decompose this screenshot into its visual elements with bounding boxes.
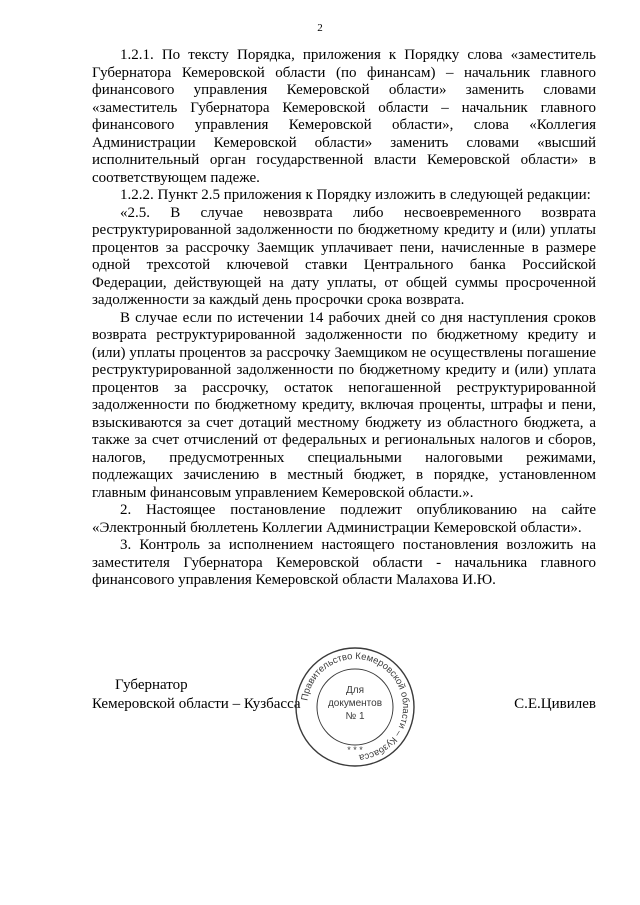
signatory-region: Кемеровской области – Кузбасса: [92, 696, 301, 712]
paragraph-3-control: 3. Контроль за исполнением настоящего постановления возложить на заместителя Губернатора Кемеровской области - начальника главного финансового управления Кемеровской области Малахова И.Ю.: [92, 537, 596, 588]
document-body: [92, 47, 596, 590]
paragraph-1-2-2: 1.2.2. Пункт 2.5 приложения к Порядку изложить в следующей редакции:: [120, 187, 591, 203]
signatory-name: С.Е.Цивилев: [514, 696, 596, 712]
seal-center-line-1: Для: [345, 685, 365, 696]
paragraph-2-publication: 2. Настоящее постановление подлежит опубликованию на сайте «Электронный бюллетень Коллегии Администрации Кемеровской области».: [92, 502, 596, 536]
seal-center-line-2: документов: [327, 698, 383, 709]
page-number: 2: [317, 22, 323, 34]
paragraph-1-2-1: 1.2.1. По тексту Порядка, приложения к Порядку слова «заместитель Губернатора Кемеровской области (по финансам) – начальник главного финансового управления Кемеровской области» заменить словами «заместитель Губернатора Кемеровской области – начальник главного финансового управления Кемеровской области», слова «Коллегия Администрации Кемеровской области» заменить словами «высший исполнительный орган государственной власти Кемеровской области» в соответствующем падеже.: [92, 47, 596, 186]
signatory-title: Губернатор: [115, 677, 188, 693]
paragraph-2-5-penalty: «2.5. В случае невозврата либо несвоевременного возврата реструктурированной задолженности по бюджетному кредиту и (или) уплаты процентов за рассрочку Заемщик уплачивает пени, начисленные в размере одной трехсотой ключевой ставки Центрального банка Российской Федерации, действующей на дату уплаты, от общей суммы просроченной задолженности за каждый день просрочки срока возврата.: [92, 204, 596, 308]
seal-center-line-3: № 1: [345, 711, 365, 722]
official-seal: [293, 645, 417, 769]
seal-stars: * * *: [347, 745, 363, 755]
seal-ring-text: Правительство Кемеровской области – Кузбасса: [299, 650, 412, 763]
seal-stamp-icon: [293, 645, 417, 769]
paragraph-2-5-recovery: В случае если по истечении 14 рабочих дней со дня наступления сроков возврата реструктурированной задолженности по бюджетному кредиту и (или) уплаты процентов за рассрочку Заемщиком не осуществлены погашение реструктурированной задолженности по бюджетному кредиту и (или) уплата процентов за рассрочку, остаток непогашенной реструктурированной задолженности по бюджетному кредиту, включая проценты, штрафы и пени, взыскиваются за счет дотаций местному бюджету из областного бюджета, а также за счет отчислений от федеральных и региональных налогов и сборов, налогов, предусмотренных специальными налоговыми режимами, подлежащих зачислению в местный бюджет, в порядке, установленном главным финансовым управлением Кемеровской области.».: [92, 309, 596, 501]
